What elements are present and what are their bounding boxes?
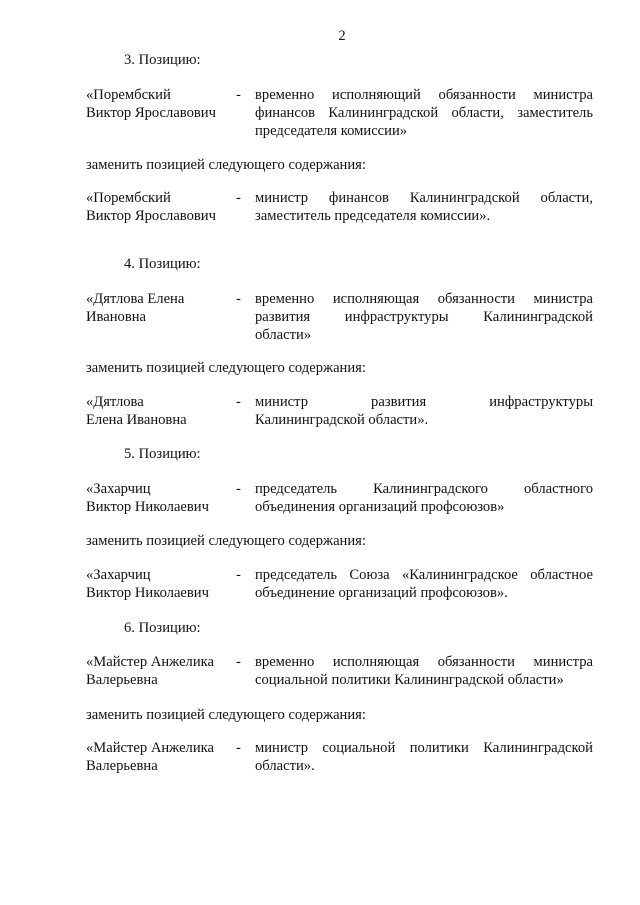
desc-line: председатель Союза «Калининградское областное (255, 567, 593, 583)
name-line: Виктор Николаевич (86, 499, 209, 515)
person-name (86, 189, 236, 225)
replace-instruction: заменить позицией следующего содержания: (86, 533, 366, 549)
person-name (86, 653, 236, 689)
desc-line: председателя комиссии» (255, 123, 408, 139)
dash: - (236, 87, 241, 103)
name-line: «Порембский (86, 190, 171, 206)
name-line: «Порембский (86, 87, 171, 103)
person-name (86, 290, 236, 344)
name-line: «Майстер Анжелика (86, 654, 214, 670)
name-line: Виктор Ярославович (86, 208, 216, 224)
position-description (255, 86, 593, 140)
dash: - (236, 394, 241, 410)
section-heading: 4. Позицию: (124, 256, 201, 272)
section-heading: 6. Позицию: (124, 620, 201, 636)
new-position-entry (86, 739, 593, 775)
desc-line: развития инфраструктуры Калининградской (255, 309, 593, 325)
old-position-entry (86, 86, 593, 140)
person-name (86, 739, 236, 775)
old-position-entry (86, 290, 593, 344)
new-position-entry (86, 393, 593, 429)
desc-line: социальной политики Калининградской области» (255, 672, 564, 688)
name-line: «Захарчиц (86, 481, 151, 497)
section-3 (86, 51, 593, 69)
replace-instruction: заменить позицией следующего содержания: (86, 360, 366, 376)
name-line: Валерьевна (86, 758, 158, 774)
dash: - (236, 567, 241, 583)
name-line: Елена Ивановна (86, 412, 187, 428)
position-description (255, 739, 593, 775)
desc-line: области» (255, 327, 312, 343)
section-5 (86, 445, 593, 463)
desc-line: временно исполняющая обязанности министра (255, 291, 593, 307)
desc-line: объединение организаций профсоюзов». (255, 585, 508, 601)
replace-instruction: заменить позицией следующего содержания: (86, 157, 366, 173)
position-description (255, 653, 593, 689)
section-heading: 3. Позицию: (124, 52, 201, 68)
name-line: Виктор Николаевич (86, 585, 209, 601)
desc-line: временно исполняющая обязанности министра (255, 654, 593, 670)
desc-line: временно исполняющий обязанности министра (255, 87, 593, 103)
name-line: «Дятлова (86, 394, 144, 410)
desc-line: председатель Калининградского областного (255, 481, 593, 497)
new-position-entry (86, 189, 593, 225)
name-line: Ивановна (86, 309, 146, 325)
dash: - (236, 654, 241, 670)
desc-line: министр социальной политики Калининградской (255, 740, 593, 756)
position-description (255, 393, 593, 429)
dash: - (236, 481, 241, 497)
person-name (86, 480, 236, 516)
section-6 (86, 619, 593, 637)
name-line: «Дятлова Елена (86, 291, 185, 307)
replace-instruction: заменить позицией следующего содержания: (86, 707, 366, 723)
new-position-entry (86, 566, 593, 602)
page-number: 2 (338, 28, 346, 44)
person-name (86, 566, 236, 602)
name-line: «Майстер Анжелика (86, 740, 214, 756)
desc-line: министр финансов Калининградской области, (255, 190, 593, 206)
desc-line: заместитель председателя комиссии». (255, 208, 491, 224)
dash: - (236, 291, 241, 307)
section-4 (86, 255, 593, 273)
desc-line: министр развития инфраструктуры (255, 394, 593, 410)
desc-line: финансов Калининградской области, заместитель (255, 105, 593, 121)
dash: - (236, 740, 241, 756)
old-position-entry (86, 480, 593, 516)
position-description (255, 480, 593, 516)
position-description (255, 290, 593, 344)
section-heading: 5. Позицию: (124, 446, 201, 462)
position-description (255, 566, 593, 602)
person-name (86, 393, 236, 429)
person-name (86, 86, 236, 140)
dash: - (236, 190, 241, 206)
desc-line: Калининградской области». (255, 412, 429, 428)
old-position-entry (86, 653, 593, 689)
name-line: «Захарчиц (86, 567, 151, 583)
position-description (255, 189, 593, 225)
desc-line: объединения организаций профсоюзов» (255, 499, 505, 515)
name-line: Валерьевна (86, 672, 158, 688)
desc-line: области». (255, 758, 315, 774)
name-line: Виктор Ярославович (86, 105, 216, 121)
